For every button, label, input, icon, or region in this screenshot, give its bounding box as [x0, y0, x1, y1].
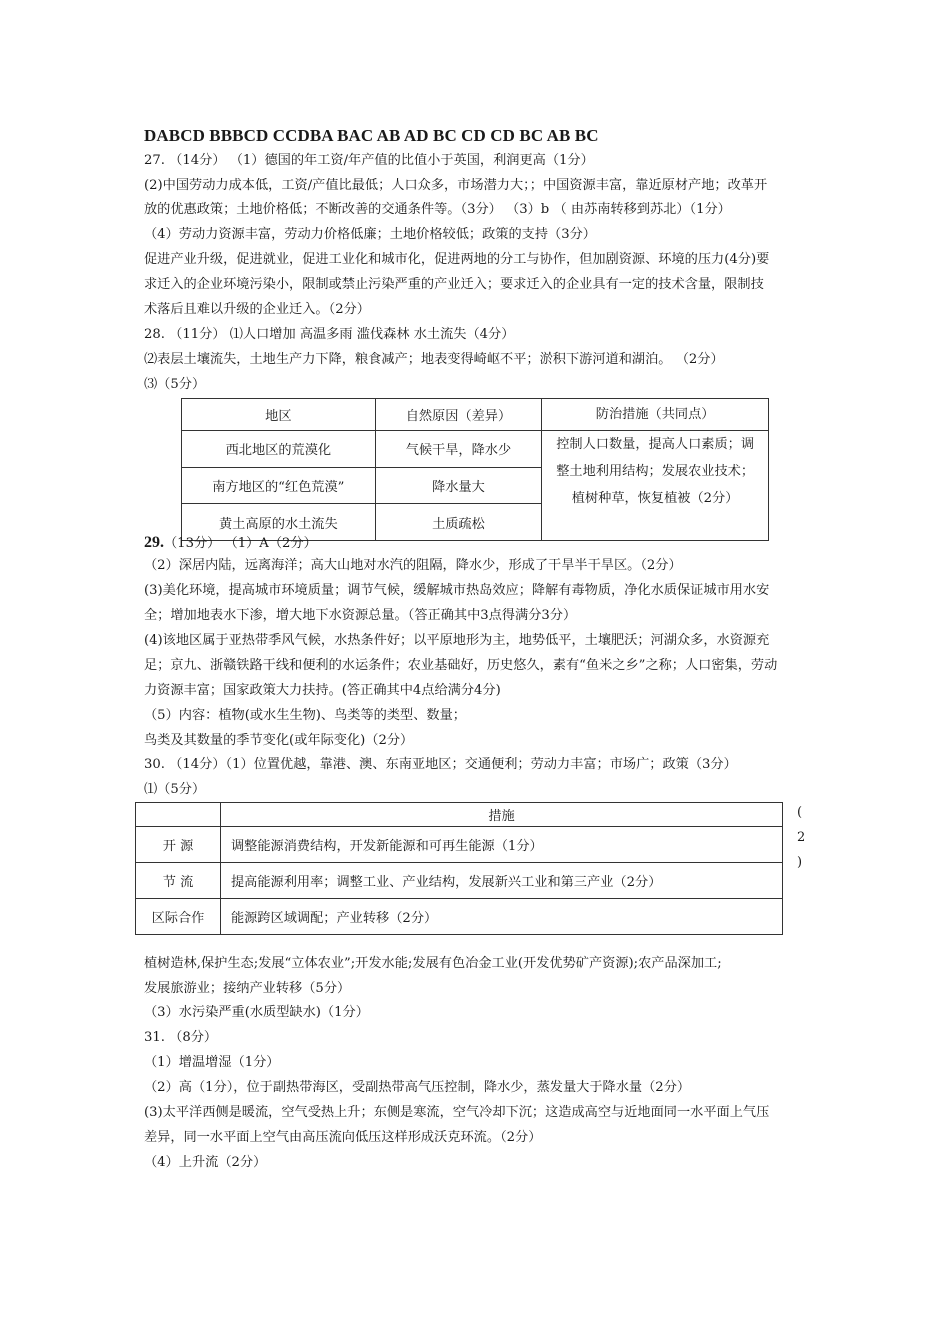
measure-key: 开 源: [136, 827, 221, 863]
side-mark: 2: [797, 830, 806, 845]
q27-line: 27. （14分） （1）德国的年工资/年产值的比值小于英国，利润更高（1分）: [144, 153, 594, 168]
region-cell: 黄土高原的水土流失: [182, 504, 376, 541]
measure-value: 能源跨区域调配；产业转移（2分）: [221, 899, 783, 935]
measure-key: 节 流: [136, 863, 221, 899]
q29-heading: [144, 532, 317, 552]
q28-line: ⑶（5分）: [144, 377, 206, 392]
q31-line: 差异，同一水平面上空气由高压流向低压这样形成沃克环流。（2分）: [144, 1130, 542, 1145]
multiple-choice-answers: DABCD BBBCD CCDBA BAC AB AD BC CD CD BC AB BC: [144, 126, 599, 145]
region-cell: 西北地区的荒漠化: [182, 431, 376, 468]
q29-line: (4)该地区属于亚热带季风气候，水热条件好；以平原地形为主，地势低平，土壤肥沃；河湖众多，水资源充: [144, 633, 770, 648]
q30-line: 30. （14分）（1）位置优越，靠港、澳、东南亚地区；交通便利；劳动力丰富；市场广；政策（3分）: [144, 757, 737, 772]
measures-cell: [542, 431, 769, 541]
q30-line: 发展旅游业；接纳产业转移（5分）: [144, 981, 351, 996]
q29-number: 29.: [144, 534, 164, 551]
measure-value: 调整能源消费结构，开发新能源和可再生能源（1分）: [221, 827, 783, 863]
q29-line: 足；京九、浙赣铁路干线和便利的水运条件；农业基础好，历史悠久，素有“鱼米之乡”之称；人口密集，劳动: [144, 658, 778, 673]
q27-line: (2)中国劳动力成本低，工资/产值比最低；人口众多，市场潜力大；；中国资源丰富，靠近原材产地；改革开: [144, 178, 768, 193]
table-header: 防治措施（共同点）: [542, 399, 769, 431]
q29-line: （2）深居内陆，远离海洋；高大山地对水汽的阻隔，降水少，形成了干旱半干旱区。（2分）: [144, 558, 682, 573]
cause-cell: 降水量大: [375, 467, 542, 504]
q27-line: 促进产业升级，促进就业，促进工业化和城市化，促进两地的分工与协作，但加剧资源、环境的压力(4分)要: [144, 252, 770, 267]
measure-value: 提高能源利用率；调整工业、产业结构，发展新兴工业和第三产业（2分）: [221, 863, 783, 899]
q29-line: 全；增加地表水下渗，增大地下水资源总量。（答正确其中3点得满分3分）: [144, 608, 577, 623]
q30-line: ⑴（5分）: [144, 782, 206, 797]
region-cell: 南方地区的“红色荒漠”: [182, 467, 376, 504]
table-header: 地区: [182, 399, 376, 431]
q30-line: 植树造林,保护生态;发展“立体农业”;开发水能;发展有色冶金工业(开发优势矿产资源);农产品深加工;: [144, 956, 722, 971]
q31-line: （2）高（1分），位于副热带海区，受副热带高气压控制，降水少，蒸发量大于降水量（2分）: [144, 1080, 691, 1095]
cause-cell: 土质疏松: [375, 504, 542, 541]
cause-cell: 气候干旱，降水少: [375, 431, 542, 468]
measures-line: 整土地利用结构；发展农业技术；: [556, 464, 755, 479]
q29-line: 鸟类及其数量的季节变化(或年际变化)（2分）: [144, 733, 414, 748]
q30-line: （3）水污染严重(水质型缺水)（1分）: [144, 1005, 369, 1020]
desertification-table: [181, 398, 769, 541]
q27-line: 术落后且难以升级的企业迁入。（2分）: [144, 302, 370, 317]
energy-measures-table: [135, 802, 783, 935]
measure-key: 区际合作: [136, 899, 221, 935]
q31-line: （1）增温增湿（1分）: [144, 1055, 280, 1070]
q27-line: （4）劳动力资源丰富，劳动力价格低廉；土地价格较低；政策的支持（3分）: [144, 227, 596, 242]
q31-line: （4）上升流（2分）: [144, 1155, 267, 1170]
q27-line: 求迁入的企业环境污染小，限制或禁止污染严重的产业迁入；要求迁入的企业具有一定的技术含量，限制技: [144, 277, 764, 292]
q27-line: 放的优惠政策；土地价格低；不断改善的交通条件等。（3分） （3）b （ 由苏南转移到苏北）（1分）: [144, 202, 731, 217]
table-header: 自然原因（差异）: [375, 399, 542, 431]
q28-line: 28. （11分） ⑴人口增加 高温多雨 滥伐森林 水土流失（4分）: [144, 327, 515, 342]
q29-line: (3)美化环境，提高城市环境质量；调节气候，缓解城市热岛效应；降解有毒物质，净化水质保证城市用水安: [144, 583, 770, 598]
table-header: 措施: [221, 803, 783, 827]
q28-line: ⑵表层土壤流失，土地生产力下降，粮食减产；地表变得崎岖不平；淤积下游河道和湖泊。 （2分）: [144, 352, 724, 367]
measures-line: 控制人口数量，提高人口素质；调: [556, 437, 755, 452]
q31-line: (3)太平洋西侧是暖流，空气受热上升；东侧是寒流，空气冷却下沉；这造成高空与近地面同一水平面上气压: [144, 1105, 770, 1120]
q29-line: 力资源丰富；国家政策大力扶持。(答正确其中4点给满分4分): [144, 683, 501, 698]
side-mark: ): [797, 855, 803, 870]
q29-line: （5）内容：植物(或水生生物)、鸟类等的类型、数量；: [144, 708, 466, 723]
side-mark: (: [797, 805, 803, 820]
q29-text: （13分） （1）A（2分）: [164, 536, 317, 551]
q31-line: 31. （8分）: [144, 1030, 218, 1045]
measures-line: 植树种草，恢复植被（2分）: [571, 491, 739, 506]
